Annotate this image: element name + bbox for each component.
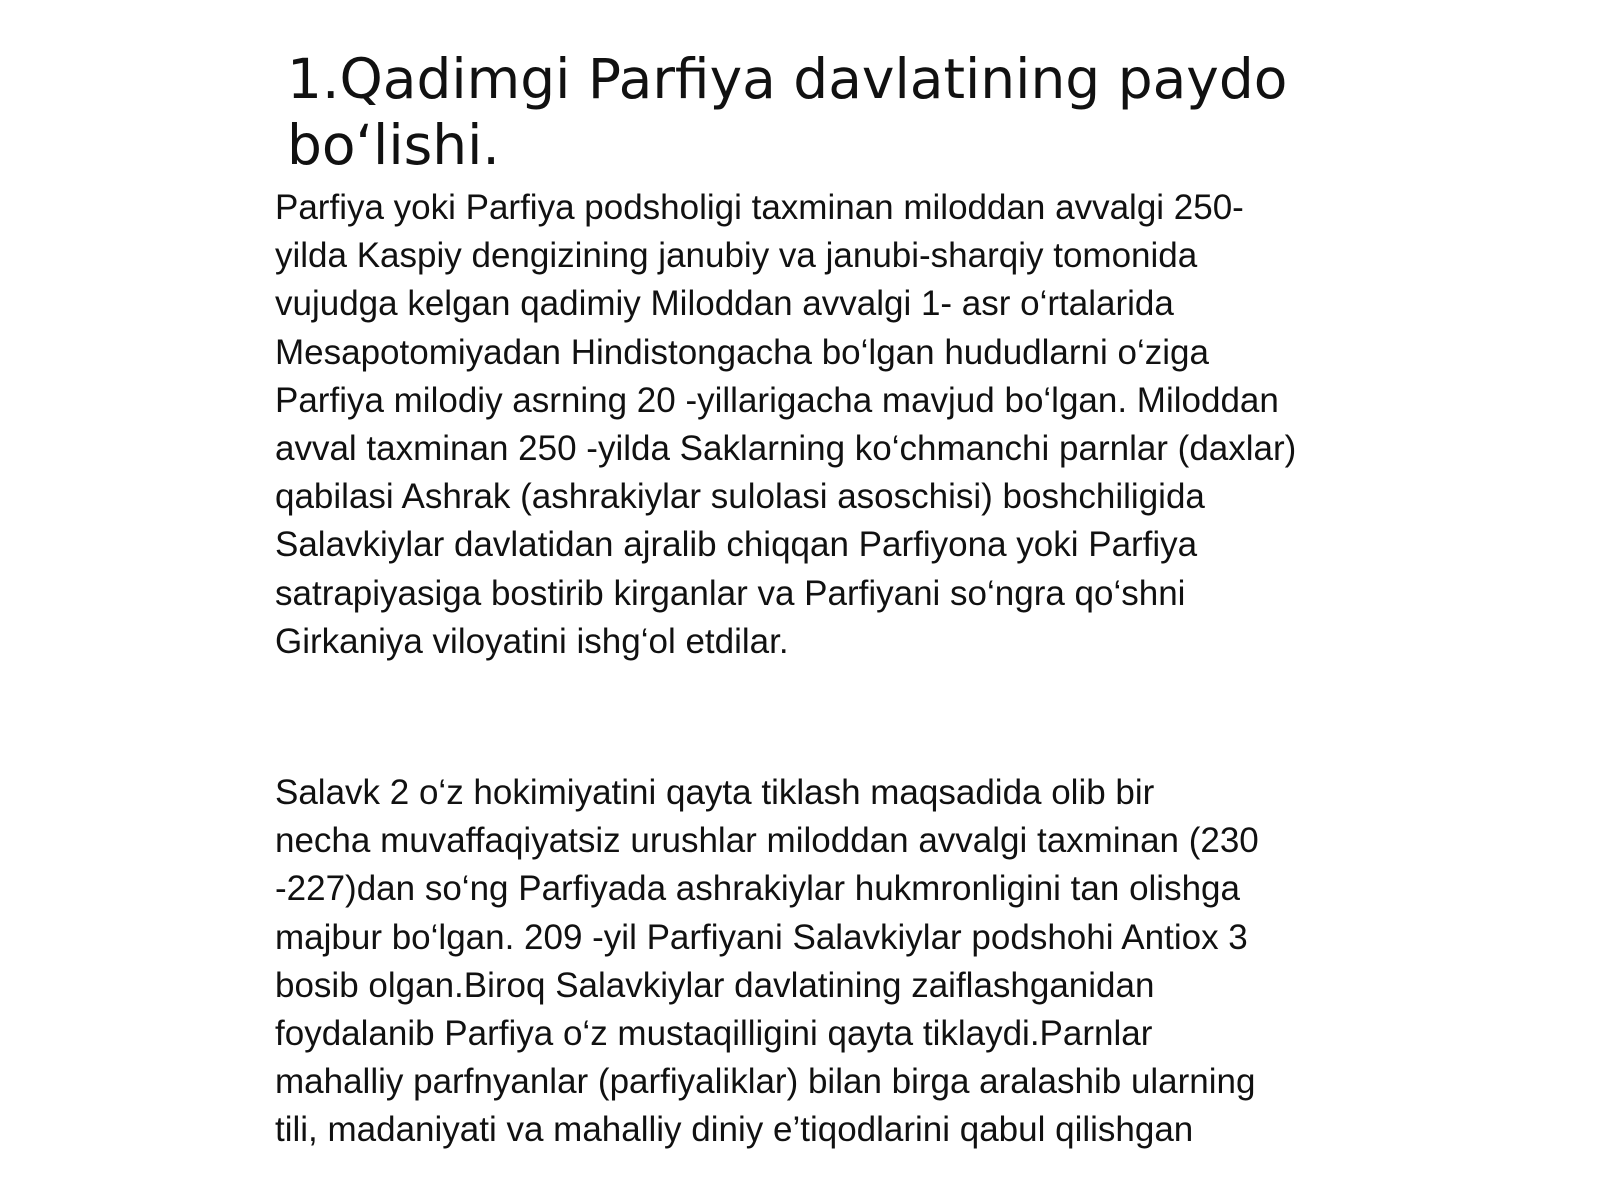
body-paragraph-1: Parfiya yoki Parfiya podsholigi taxminan miloddan avvalgi 250- yilda Kaspiy dengizining janubiy va janubi-sharqiy tomonida vujudga kelgan qadimiy Miloddan avvalgi 1- asr o‘rtalarida Mesapotomiyadan Hindistongacha bo‘lgan hududlarni o‘ziga Parfiya milodiy asrning 20 -yillarigacha mavjud bo‘lgan. Miloddan avval taxminan 250 -yilda Saklarning ko‘chmanchi parnlar (daxlar) qabilasi Ashrak (ashrakiylar sulolasi asoschisi) boshchiligida Salavkiylar davlatidan ajralib chiqqan Parfiyona yoki Parfiya satrapiyasiga bostirib kirganlar va Parfiyani so‘ngra qo‘shni Girkaniya viloyatini ishg‘ol etdilar.: [275, 188, 1297, 661]
body-paragraph-2: Salavk 2 o‘z hokimiyatini qayta tiklash maqsadida olib bir necha muvaffaqiyatsiz urushlar miloddan avvalgi taxminan (230 -227)dan so‘ng Parfiyada ashrakiylar hukmronligini tan olishga majbur bo‘lgan. 209 -yil Parfiyani Salavkiylar podshohi Antiox 3 bosib olgan.Biroq Salavkiylar davlatining zaiflashganidan foydalanib Parfiya o‘z mustaqilligini qayta tiklaydi.Parnlar mahalliy parfnyanlar (parfiyaliklar) bilan birga aralashib ularning tili, madaniyati va mahalliy diniy e’tiqodlarini qabul qilishgan: [275, 773, 1259, 1150]
slide-title: 1.Qadimgi Parfiya davlatining paydo bo‘lishi.: [287, 47, 1288, 177]
